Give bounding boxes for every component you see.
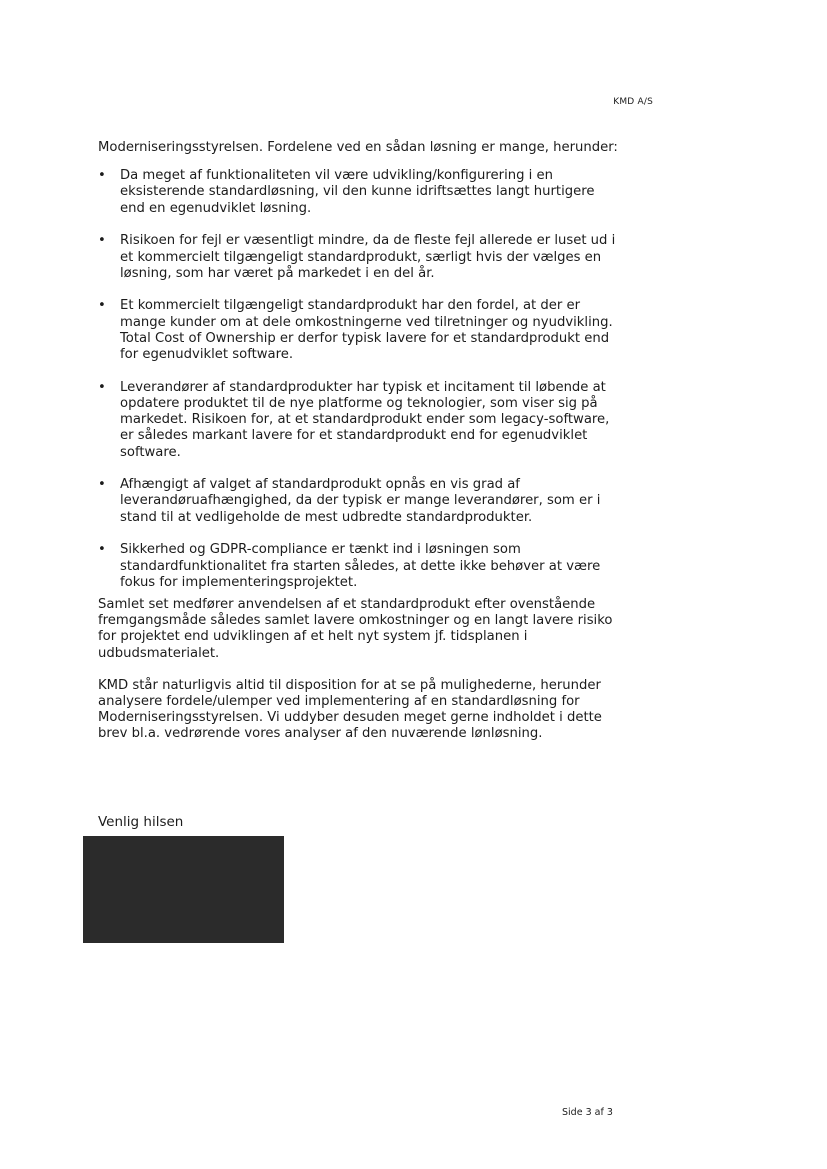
list-item: • Risikoen for fejl er væsentligt mindre, da de fleste fejl allerede er luset ud i et kommercielt tilgængeligt standardprodukt, særligt hvis der vælges en løsning, som har været på markedet i en del år.: [98, 233, 618, 282]
availability-paragraph: KMD står naturligvis altid til disposition for at se på mulighederne, herunder analysere fordele/ulemper ved implementering af en standardløsning for Moderniseringsstyrelsen. Vi uddyber desuden meget gerne indholdet i dette brev bl.a. vedrørende vores analyser af den nuværende lønløsning.: [98, 677, 602, 742]
summary-paragraph: Samlet set medfører anvendelsen af et standardprodukt efter ovenstående fremgangsmåde således samlet lavere omkostninger og en langt lavere risiko for projektet end udviklingen af et helt nyt system jf. tidsplanen i udbudsmaterialet.: [98, 596, 613, 661]
list-item: • Da meget af funktionaliteten vil være udvikling/konfigurering i en eksisterende standardløsning, vil den kunne idriftsættes langt hurtigere end en egenudviklet løsning.: [98, 168, 618, 217]
list-item: • Leverandører af standardprodukter har typisk et incitament til løbende at opdatere produktet til de nye platforme og teknologier, som viser sig på markedet. Risikoen for, at et standardprodukt ender som legacy-software, er således markant lavere for et standardprodukt end for egenudviklet software.: [98, 380, 618, 461]
advantages-list: [98, 168, 618, 591]
letter-body: [98, 140, 618, 759]
page-number: Side 3 af 3: [562, 1107, 613, 1118]
closing-salutation: Venlig hilsen: [98, 814, 184, 830]
list-item: • Et kommercielt tilgængeligt standardprodukt har den fordel, at der er mange kunder om at dele omkostningerne ved tilretninger og nyudvikling. Total Cost of Ownership er derfor typisk lavere for et standardprodukt end for egenudviklet software.: [98, 298, 618, 363]
redacted-signature-block: [83, 836, 284, 943]
intro-paragraph: Moderniseringsstyrelsen. Fordelene ved en sådan løsning er mange, herunder:: [98, 140, 618, 155]
list-item: • Afhængigt af valget af standardprodukt opnås en vis grad af leverandøruafhængighed, da der typisk er mange leverandører, som er i stand til at vedligeholde de mest udbredte standardprodukter.: [98, 477, 618, 526]
list-item: • Sikkerhed og GDPR-compliance er tænkt ind i løsningen som standardfunktionalitet fra starten således, at dette ikke behøver at være fokus for implementeringsprojektet.: [98, 542, 618, 591]
header-company: KMD A/S: [613, 97, 653, 107]
